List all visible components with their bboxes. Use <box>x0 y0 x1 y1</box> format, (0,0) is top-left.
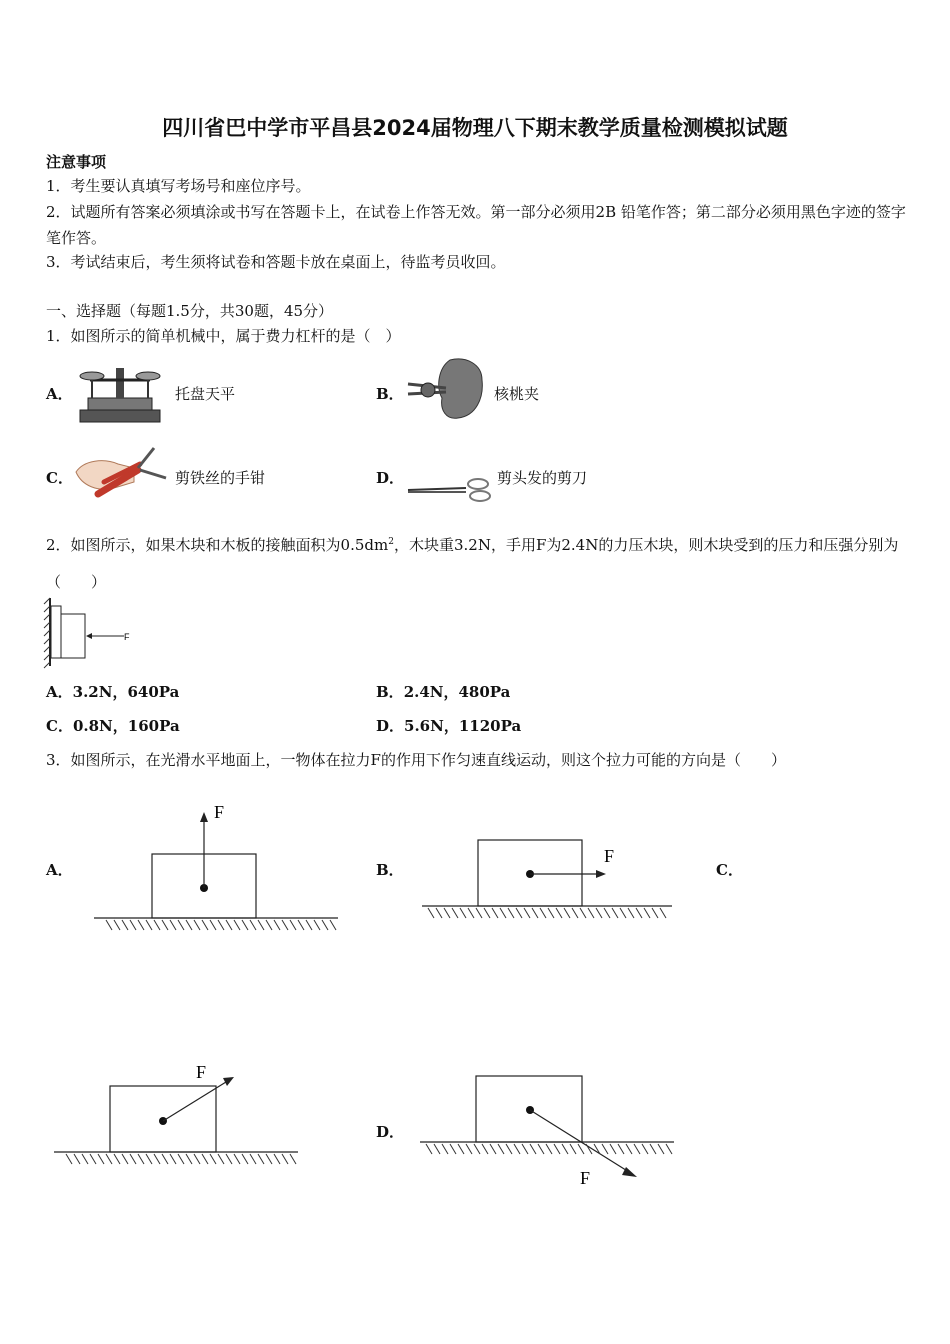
q3-stem: 3．如图所示，在光滑水平地面上，一物体在拉力F的作用下作匀速直线运动，则这个拉力可能的方向是（ ） <box>46 751 786 769</box>
hatch-line <box>290 920 296 930</box>
q1-option-d-letter: D． <box>376 469 405 487</box>
ground-hatch-b <box>428 908 666 918</box>
hatch-line <box>660 908 666 918</box>
hatch-line <box>282 920 288 930</box>
notice-item-1: 1．考生要认真填写考场号和座位序号。 <box>46 177 311 195</box>
page-title: 四川省巴中学市平昌县2024届物理八下期末教学质量检测模拟试题 <box>162 116 788 140</box>
hatch-line <box>476 908 482 918</box>
q1-option-a-label: 托盘天平 <box>175 385 236 403</box>
hatch-line <box>162 1154 168 1164</box>
hatch-line <box>442 1144 448 1154</box>
q3-option-c-letter: C． <box>716 861 743 879</box>
q1-option-c-label: 剪铁丝的手钳 <box>175 469 266 487</box>
q1-option-b-label: 核桃夹 <box>494 385 540 403</box>
hatch-line <box>82 1154 88 1164</box>
hatch-line <box>548 908 554 918</box>
hatch-line <box>516 908 522 918</box>
hatch-line <box>194 1154 200 1164</box>
hatch-line <box>226 920 232 930</box>
hatch-line <box>90 1154 96 1164</box>
hatch-line <box>266 1154 272 1164</box>
hatch-line <box>514 1144 520 1154</box>
hatch-line <box>618 1144 624 1154</box>
hatch-line <box>466 1144 472 1154</box>
q2-stem: 2．如图所示，如果木块和木板的接触面积为$0.5dm^2$，木块重3.2N，手用F为2.4N的力压木块，则木块受到的压力和压强分别为（ ） <box>46 536 899 591</box>
q1-option-b-letter: B． <box>376 385 404 403</box>
hatch-line <box>122 920 128 930</box>
hatch-line <box>492 908 498 918</box>
hatch-line <box>146 920 152 930</box>
q3-figure-d <box>418 1074 678 1190</box>
hatch-line <box>610 1144 616 1154</box>
q1-option-a-letter: A． <box>46 385 73 403</box>
q2-option-c: C．0.8N，160Pa <box>46 717 180 735</box>
hatch-line <box>250 1154 256 1164</box>
q3-figure-c <box>52 1058 302 1174</box>
hatch-line <box>106 920 112 930</box>
hatch-line <box>314 920 320 930</box>
hatch-line <box>258 920 264 930</box>
q2-figure <box>44 596 134 668</box>
q2-option-a: A．3.2N，640Pa <box>46 683 180 701</box>
hatch-line <box>274 920 280 930</box>
hatch-line <box>556 908 562 918</box>
hatch-line <box>74 1154 80 1164</box>
svg-text:F: F <box>580 1168 591 1188</box>
svg-text:F: F <box>604 846 615 866</box>
hatch-line <box>218 920 224 930</box>
hatch-line <box>572 908 578 918</box>
notice-item-2: 2．试题所有答案必须填涂或书写在答题卡上，在试卷上作答无效。第一部分必须用2B 铅笔作答；第二部分必须用黑色字迹的签字笔作答。 <box>46 203 906 247</box>
hatch-line <box>450 1144 456 1154</box>
hatch-line <box>658 1144 664 1154</box>
svg-text:F: F <box>214 802 225 822</box>
hatch-line <box>106 1154 112 1164</box>
hatch-line <box>530 1144 536 1154</box>
q1-option-c-letter: C． <box>46 469 73 487</box>
hatch-line <box>434 1144 440 1154</box>
q1-option-d-label: 剪头发的剪刀 <box>497 469 588 487</box>
hatch-line <box>580 908 586 918</box>
section-heading: 一、选择题（每题1.5分，共30题，45分） <box>46 302 334 320</box>
hatch-line <box>330 920 336 930</box>
hatch-line <box>162 920 168 930</box>
hatch-line <box>306 920 312 930</box>
hatch-line <box>522 1144 528 1154</box>
hatch-line <box>596 908 602 918</box>
notice-item-3: 3．考试结束后，考生须将试卷和答题卡放在桌面上，待监考员收回。 <box>46 253 506 271</box>
hatch-line <box>490 1144 496 1154</box>
hatch-line <box>524 908 530 918</box>
hatch-line <box>562 1144 568 1154</box>
hatch-line <box>186 1154 192 1164</box>
hatch-line <box>602 1144 608 1154</box>
hatch-line <box>114 920 120 930</box>
hatch-line <box>210 920 216 930</box>
hatch-line <box>604 908 610 918</box>
hatch-line <box>234 1154 240 1164</box>
hatch-line <box>626 1144 632 1154</box>
ground-hatch-d <box>426 1144 672 1154</box>
hatch-line <box>474 1144 480 1154</box>
hatch-line <box>508 908 514 918</box>
hatch-line <box>460 908 466 918</box>
hatch-line <box>130 1154 136 1164</box>
hatch-line <box>154 1154 160 1164</box>
hatch-line <box>644 908 650 918</box>
hatch-line <box>242 1154 248 1164</box>
hatch-line <box>428 908 434 918</box>
q3-option-a-letter: A． <box>46 861 73 879</box>
hatch-line <box>274 1154 280 1164</box>
hatch-line <box>652 908 658 918</box>
hatch-line <box>258 1154 264 1164</box>
q2-option-d: D．5.6N，1120Pa <box>376 717 522 735</box>
hatch-line <box>500 908 506 918</box>
balance-scale-icon <box>74 354 166 426</box>
hatch-line <box>178 1154 184 1164</box>
ground-hatch-c <box>66 1154 296 1164</box>
q2-option-b: B．2.4N，480Pa <box>376 683 511 701</box>
hatch-line <box>666 1144 672 1154</box>
q3-option-d-letter: D． <box>376 1123 405 1141</box>
hatch-line <box>218 1154 224 1164</box>
hatch-line <box>154 920 160 930</box>
hatch-line <box>586 1144 592 1154</box>
hatch-line <box>578 1144 584 1154</box>
hatch-line <box>554 1144 560 1154</box>
hatch-line <box>282 1154 288 1164</box>
hatch-line <box>436 908 442 918</box>
svg-text:F: F <box>196 1062 207 1082</box>
hatch-line <box>202 1154 208 1164</box>
hatch-line <box>532 908 538 918</box>
ground-hatch-a <box>106 920 336 930</box>
q3-figure-b <box>420 836 675 926</box>
hatch-line <box>170 1154 176 1164</box>
hatch-line <box>114 1154 120 1164</box>
hatch-line <box>650 1144 656 1154</box>
hatch-line <box>170 920 176 930</box>
scissors-icon <box>406 478 496 502</box>
q3-option-b-letter: B． <box>376 861 404 879</box>
hatch-line <box>564 908 570 918</box>
hatch-line <box>178 920 184 930</box>
hatch-line <box>66 1154 72 1164</box>
hatch-line <box>194 920 200 930</box>
hatch-line <box>146 1154 152 1164</box>
hatch-line <box>498 1144 504 1154</box>
hatch-line <box>266 920 272 930</box>
q1-stem: 1．如图所示的简单机械中，属于费力杠杆的是（ ） <box>46 327 401 345</box>
hatch-line <box>122 1154 128 1164</box>
hatch-line <box>588 908 594 918</box>
hatch-line <box>234 920 240 930</box>
hatch-line <box>202 920 208 930</box>
hatch-line <box>458 1144 464 1154</box>
hatch-line <box>620 908 626 918</box>
hatch-line <box>138 1154 144 1164</box>
hatch-line <box>130 920 136 930</box>
hatch-line <box>242 920 248 930</box>
hatch-line <box>452 908 458 918</box>
hatch-line <box>250 920 256 930</box>
hatch-line <box>506 1144 512 1154</box>
hatch-line <box>210 1154 216 1164</box>
hatch-line <box>468 908 474 918</box>
hatch-line <box>298 920 304 930</box>
hatch-line <box>186 920 192 930</box>
nutcracker-icon <box>406 354 490 422</box>
hatch-line <box>634 1144 640 1154</box>
q3-figure-a <box>92 798 342 938</box>
hatch-line <box>138 920 144 930</box>
hatch-line <box>628 908 634 918</box>
hatch-line <box>444 908 450 918</box>
hatch-line <box>636 908 642 918</box>
hatch-line <box>98 1154 104 1164</box>
hatch-line <box>484 908 490 918</box>
hatch-line <box>642 1144 648 1154</box>
hatch-line <box>426 1144 432 1154</box>
hatch-line <box>570 1144 576 1154</box>
hatch-line <box>612 908 618 918</box>
hatch-line <box>540 908 546 918</box>
notice-heading: 注意事项 <box>46 153 107 171</box>
hatch-line <box>482 1144 488 1154</box>
hatch-line <box>546 1144 552 1154</box>
hatch-line <box>226 1154 232 1164</box>
svg-text:F: F <box>124 632 130 642</box>
pliers-icon <box>74 442 170 504</box>
hatch-line <box>538 1144 544 1154</box>
hatch-line <box>322 920 328 930</box>
hatch-line <box>290 1154 296 1164</box>
